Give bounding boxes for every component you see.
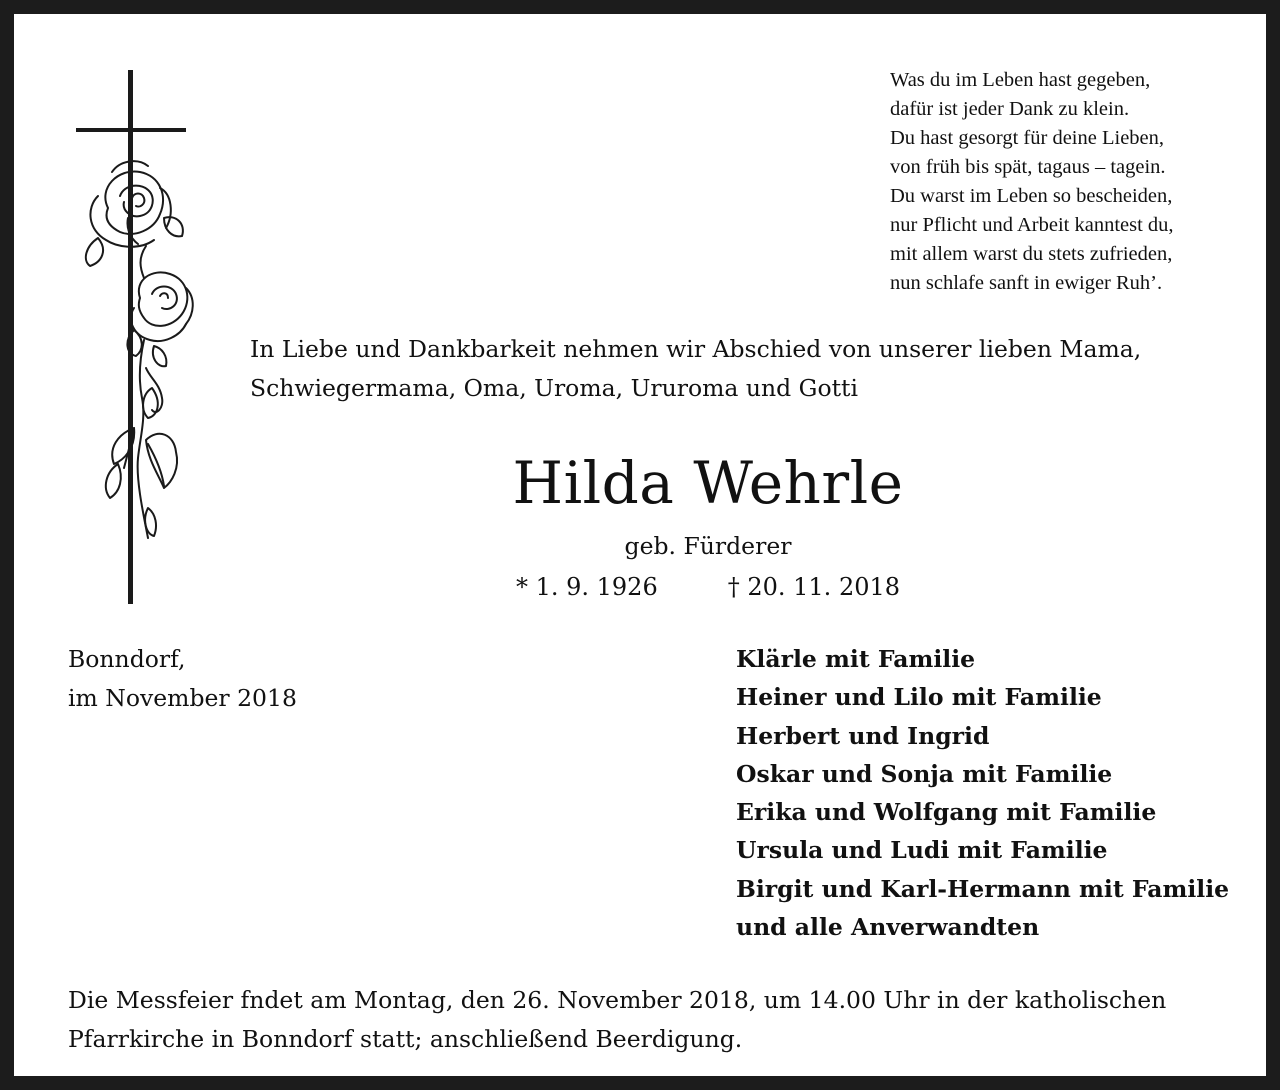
notice-content — [28, 28, 1280, 1090]
poem-line: Was du im Leben hast gegeben, — [890, 69, 1151, 91]
poem-line: Du warst im Leben so bescheiden, — [890, 185, 1173, 207]
place-line: Bonndorf, — [68, 645, 186, 673]
cross-with-roses-icon — [68, 68, 208, 608]
poem-line: dafür ist jeder Dank zu klein. — [890, 98, 1130, 120]
poem-line: von früh bis spät, tagaus – tagein. — [890, 156, 1166, 178]
mourner-entry: und alle Anverwandten — [736, 913, 1040, 942]
mourner-entry: Erika und Wolfgang mit Familie — [736, 798, 1157, 827]
mourner-entry: Herbert und Ingrid — [736, 721, 990, 750]
poem-line: mit allem warst du stets zufrieden, — [890, 243, 1173, 265]
intro-line: In Liebe und Dankbarkeit nehmen wir Abschied von unserer lieben Mama, — [250, 335, 1142, 363]
memorial-poem — [890, 66, 1270, 298]
mourners-list — [736, 640, 1229, 946]
mourner-entry: Heiner und Lilo mit Familie — [736, 683, 1102, 712]
funeral-details-line: Die Messfeier fndet am Montag, den 26. November 2018, um 14.00 Uhr in der katholischen — [68, 986, 1167, 1014]
date-line: im November 2018 — [68, 684, 297, 712]
mourner-entry: Oskar und Sonja mit Familie — [736, 759, 1113, 788]
intro-text — [250, 330, 1260, 408]
birth-name: geb. Fürderer — [624, 532, 792, 560]
funeral-details — [68, 981, 1258, 1059]
mourner-entry: Klärle mit Familie — [736, 645, 976, 673]
life-dates — [308, 570, 1108, 604]
mourner-entry: Birgit und Karl-Hermann mit Familie — [736, 874, 1230, 903]
deceased-name: Hilda Wehrle — [512, 449, 904, 517]
funeral-details-line: Pfarrkirche in Bonndorf statt; anschließend Beerdigung. — [68, 1025, 743, 1053]
poem-line: Du hast gesorgt für deine Lieben, — [890, 127, 1165, 149]
birth-date: * 1. 9. 1926 — [515, 573, 658, 601]
poem-line: nur Pflicht und Arbeit kanntest du, — [890, 214, 1174, 236]
death-date: † 20. 11. 2018 — [727, 573, 901, 601]
intro-line: Schwiegermama, Oma, Uroma, Ururoma und Gotti — [250, 374, 858, 402]
place-and-date — [68, 640, 297, 718]
poem-line: nun schlafe sanft in ewiger Ruh’. — [890, 272, 1163, 294]
mourner-entry: Ursula und Ludi mit Familie — [736, 836, 1108, 865]
